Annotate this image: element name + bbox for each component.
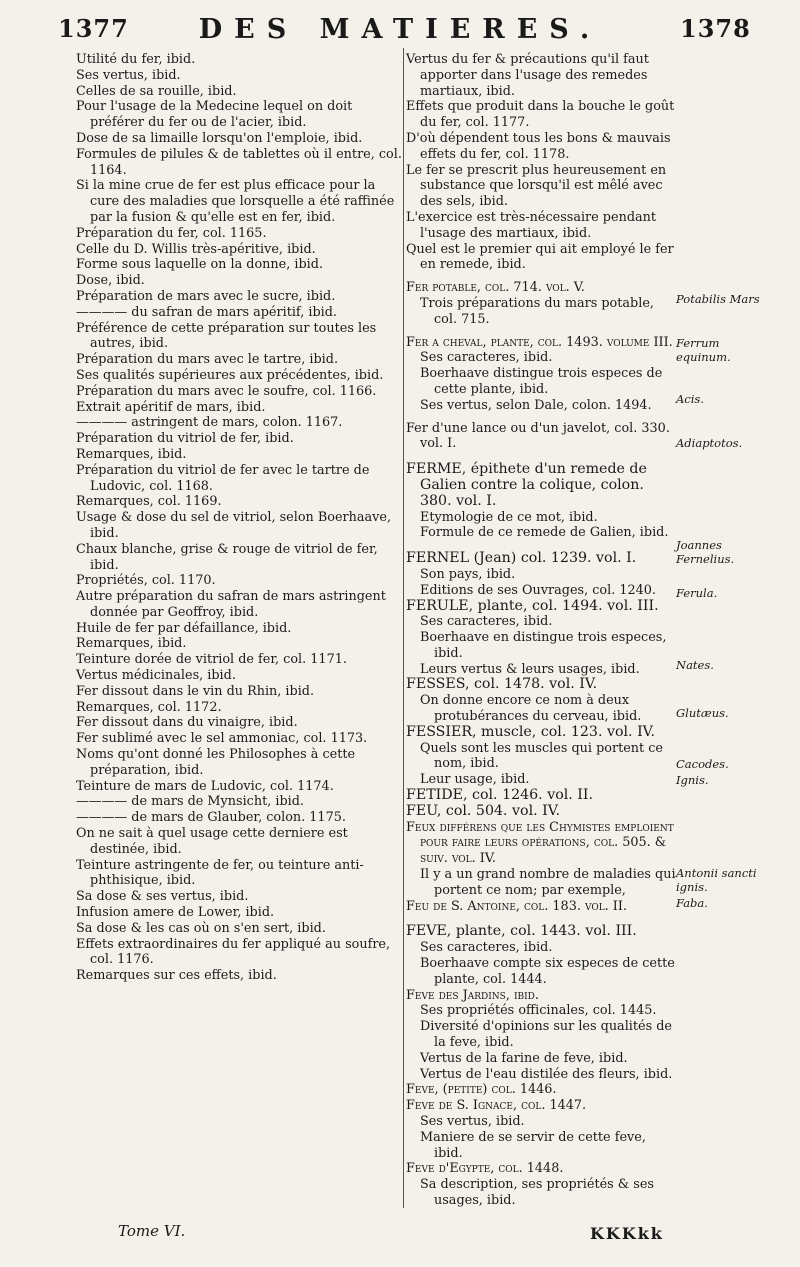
index-entry: Sa dose & ses vertus, ibid. [76, 889, 249, 905]
index-entry: Effets que produit dans la bouche le goût du fer, col. 1177. [406, 99, 675, 131]
index-entry: Propriétés, col. 1170. [76, 573, 216, 589]
index-entry: Ses qualités supérieures aux précédentes, ibid. [76, 367, 384, 383]
index-entry: Maniere de se servir de cette feve, ibid. [420, 1129, 646, 1161]
index-entry: Préparation du vitriol de fer, ibid. [76, 431, 294, 447]
index-entry: Remarques, ibid. [76, 446, 187, 462]
margin-note: Faba. [676, 896, 708, 910]
page-number-right: 1378 [680, 14, 751, 43]
index-entry: Ses caracteres, ibid. [420, 614, 553, 630]
index-entry: Effets extraordinaires du fer appliqué au soufre, col. 1176. [76, 936, 391, 968]
margin-note: Cacodes. [676, 757, 729, 771]
index-entry: Préparation du mars avec le soufre, col. 1166. [76, 383, 377, 399]
index-entry: Ses vertus, ibid. [76, 67, 181, 83]
index-entry: Ses caracteres, ibid. [420, 350, 553, 366]
margin-note: Nates. [676, 658, 714, 672]
index-entry: Feve, (petite) col. 1446. [406, 1082, 557, 1098]
index-entry: Sa description, ses propriétés & ses usages, ibid. [420, 1177, 654, 1208]
index-entry: Usage & dose du sel de vitriol, selon Boerhaave, ibid. [76, 510, 392, 541]
index-entry: Ses vertus, selon Dale, colon. 1494. [420, 397, 652, 413]
index-entry: Préparation du mars avec le tartre, ibid. [76, 352, 339, 368]
index-entry: L'exercice est très-nécessaire pendant l'usage des martiaux, ibid. [406, 209, 657, 241]
index-entry: Vertus médicinales, ibid. [76, 668, 236, 684]
index-entry: Extrait apéritif de mars, ibid. [76, 399, 266, 415]
index-entry: ———— de mars de Mynsicht, ibid. [76, 794, 304, 810]
index-entry: Quels sont les muscles qui portent ce nom, ibid. [420, 740, 663, 772]
margin-note: Adiaptotos. [676, 436, 743, 450]
index-entry: Ses caracteres, ibid. [420, 940, 553, 956]
index-entry: Celle du D. Willis très-apéritive, ibid. [76, 241, 316, 257]
index-entry: Ses vertus, ibid. [420, 1114, 525, 1129]
margin-note: Acis. [676, 392, 704, 406]
index-entry: On donne encore ce nom à deux protubérances du cerveau, ibid. [420, 693, 642, 725]
index-entry: Si la mine crue de fer est plus efficace pour la cure des maladies que lorsquelle a été raffinée par la fusion & qu'elle est en fer, ibid. [76, 178, 395, 225]
index-entry: FEU, col. 504. vol. IV. [406, 802, 561, 819]
index-entry: FERNEL (Jean) col. 1239. vol. I. [406, 550, 637, 567]
index-entry: ———— de mars de Glauber, colon. 1175. [76, 810, 346, 826]
index-entry: Feu de S. Antoine, col. 183. vol. II. [406, 898, 627, 914]
column-divider [403, 48, 404, 1208]
footer-volume: Tome VI. [118, 1222, 186, 1240]
index-entry: Remarques, ibid. [76, 636, 187, 652]
index-entry: FERME, épithete d'un remede de Galien contre la colique, colon. 380. vol. I. [406, 461, 647, 509]
index-entry: FERULE, plante, col. 1494. vol. III. [406, 597, 659, 614]
index-entry: Feve d'Egypte, col. 1448. [406, 1161, 564, 1177]
index-entry: Trois préparations du mars potable, col. 715. [420, 295, 654, 327]
index-entry: Boerhaave en distingue trois especes, ibid. [420, 630, 667, 661]
index-entry: Infusion amere de Lower, ibid. [76, 905, 275, 921]
margin-note: Ferrum equinum. [676, 336, 731, 364]
footer-signature: KKKkk [590, 1224, 664, 1243]
index-entry: Boerhaave distingue trois especes de cette plante, ibid. [420, 366, 663, 397]
index-entry: Forme sous laquelle on la donne, ibid. [76, 257, 324, 273]
index-entry: Fer dissout dans le vin du Rhin, ibid. [76, 683, 315, 699]
index-entry: FETIDE, col. 1246. vol. II. [406, 787, 594, 804]
index-entry: Formule de ce remede de Galien, ibid. [420, 525, 669, 541]
index-entry: Feux différens que les Chymistes emploient pour faire leurs opérations, col. 505. & suiv. vol. IV. [406, 819, 674, 867]
index-entry: FESSIER, muscle, col. 123. vol. IV. [406, 723, 655, 740]
margin-note: Ignis. [676, 773, 709, 787]
page-header [0, 14, 800, 48]
index-entry: Leur usage, ibid. [420, 772, 530, 788]
index-entry: Editions de ses Ouvrages, col. 1240. [420, 582, 656, 598]
index-entry: Préparation du vitriol de fer avec le tartre de Ludovic, col. 1168. [76, 462, 370, 494]
index-entry: Teinture astringente de fer, ou teinture anti-phthisique, ibid. [76, 857, 364, 889]
index-entry: Sa dose & les cas où on s'en sert, ibid. [76, 920, 326, 936]
index-entry: Il y a un grand nombre de maladies qui portent ce nom; par exemple, [420, 867, 676, 898]
index-entry: Dose de sa limaille lorsqu'on l'emploie, ibid. [76, 130, 363, 146]
index-entry: Préparation du fer, col. 1165. [76, 225, 267, 241]
index-entry: Quel est le premier qui ait employé le fer en remede, ibid. [406, 241, 674, 273]
margin-note: Antonii sancti ignis. [676, 866, 757, 894]
index-entry: On ne sait à quel usage cette derniere est destinée, ibid. [76, 826, 348, 857]
index-entry: Formules de pilules & de tablettes où il entre, col. 1164. [76, 146, 402, 178]
index-entry: FEVE, plante, col. 1443. vol. III. [406, 923, 637, 940]
index-entry: Boerhaave compte six especes de cette plante, col. 1444. [420, 956, 675, 987]
index-entry: Fer sublimé avec le sel ammoniac, col. 1173. [76, 731, 368, 747]
index-entry: Remarques, col. 1169. [76, 494, 222, 510]
index-entry: Remarques, col. 1172. [76, 699, 222, 715]
index-entry: Fer d'une lance ou d'un javelot, col. 330. vol. I. [406, 420, 670, 452]
index-entry: Son pays, ibid. [420, 566, 516, 582]
index-entry: Remarques sur ces effets, ibid. [76, 968, 277, 984]
index-entry: Teinture dorée de vitriol de fer, col. 1171. [76, 652, 347, 668]
index-entry: Le fer se prescrit plus heureusement en substance que lorsqu'il est mêlé avec des sels, ibid. [406, 162, 667, 210]
index-entry: Préparation de mars avec le sucre, ibid. [76, 288, 336, 304]
margin-note: Potabilis Mars [676, 292, 760, 306]
index-entry: Celles de sa rouille, ibid. [76, 83, 237, 99]
index-entry: Feve des Jardins, ibid. [406, 987, 539, 1003]
running-title: DES MATIERES. [198, 14, 602, 45]
index-entry: FESSES, col. 1478. vol. IV. [406, 676, 598, 693]
index-entry: Etymologie de ce mot, ibid. [420, 509, 598, 525]
index-entry: Diversité d'opinions sur les qualités de la feve, ibid. [420, 1019, 672, 1051]
index-entry: D'où dépendent tous les bons & mauvais effets du fer, col. 1178. [406, 130, 671, 162]
index-entry: Fer potable, col. 714. vol. V. [406, 280, 585, 296]
margin-note: Ferula. [676, 586, 718, 600]
index-entry: ———— du safran de mars apéritif, ibid. [76, 304, 337, 320]
index-entry: Ses propriétés officinales, col. 1445. [420, 1003, 657, 1019]
index-entry: Fer dissout dans du vinaigre, ibid. [76, 715, 298, 731]
index-entry: Huile de fer par défaillance, ibid. [76, 620, 292, 636]
left-column [76, 52, 402, 984]
index-entry: Autre préparation du safran de mars astringent donnée par Geoffroy, ibid. [76, 589, 386, 620]
right-column [406, 52, 676, 1209]
index-entry: Vertus du fer & précautions qu'il faut apporter dans l'usage des remedes martiaux, ibid. [406, 52, 649, 99]
index-entry: Préférence de cette préparation sur toutes les autres, ibid. [76, 320, 377, 352]
index-entry: ———— astringent de mars, colon. 1167. [76, 415, 343, 431]
index-entry: Vertus de la farine de feve, ibid. [420, 1050, 628, 1066]
margin-note: Glutæus. [676, 706, 729, 720]
index-entry: Feve de S. Ignace, col. 1447. [406, 1098, 587, 1114]
index-entry: Leurs vertus & leurs usages, ibid. [420, 661, 640, 677]
index-entry: Noms qu'ont donné les Philosophes à cette préparation, ibid. [76, 747, 356, 778]
index-entry: Chaux blanche, grise & rouge de vitriol de fer, ibid. [76, 541, 378, 573]
index-entry: Pour l'usage de la Medecine lequel on doit préférer du fer ou de l'acier, ibid. [76, 99, 353, 131]
page-number-left: 1377 [58, 14, 129, 43]
margin-note: Joannes Fernelius. [676, 538, 735, 566]
index-entry: Dose, ibid. [76, 273, 145, 289]
index-entry: Utilité du fer, ibid. [76, 52, 196, 67]
index-entry: Fer a cheval, plante, col. 1493. volume III. [406, 334, 673, 350]
index-entry: Vertus de l'eau distilée des fleurs, ibid. [420, 1066, 673, 1082]
index-entry: Teinture de mars de Ludovic, col. 1174. [76, 778, 334, 794]
